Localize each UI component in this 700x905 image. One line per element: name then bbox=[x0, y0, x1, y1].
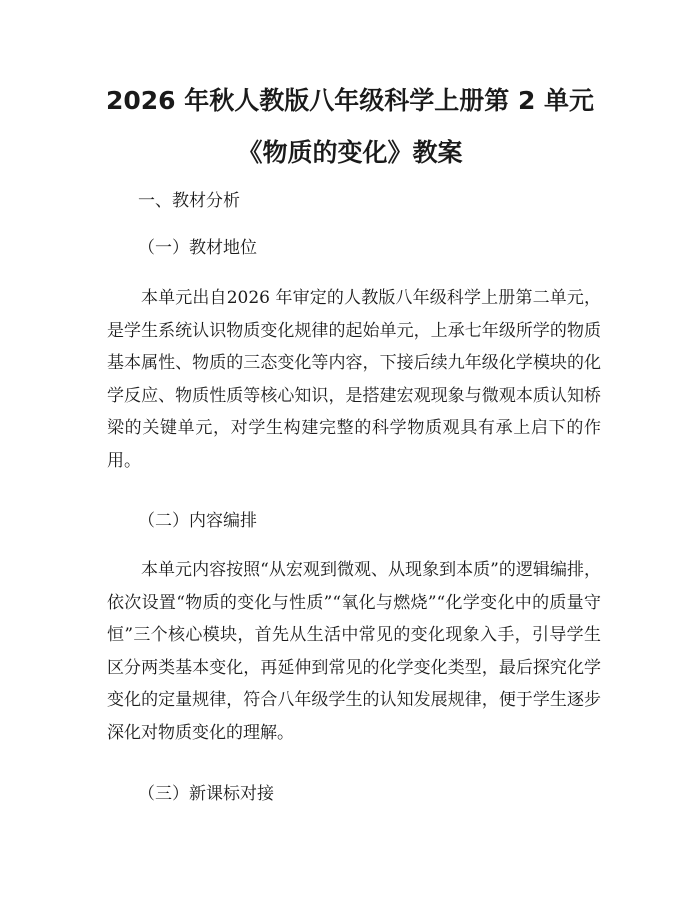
section-heading-textbook-analysis: 一、教材分析 bbox=[138, 191, 240, 211]
subsection-heading-position: （一）教材地位 bbox=[138, 238, 257, 258]
document-title-line1: 2026 年秋人教版八年级科学上册第 2 单元 bbox=[105, 86, 595, 115]
subsection-heading-curriculum-standard: （三）新课标对接 bbox=[138, 784, 274, 804]
paragraph-position: 本单元出自2026 年审定的人教版八年级科学上册第二单元，是学生系统认识物质变化规律的起始单元，上承七年级所学的物质基本属性、物质的三态变化等内容，下接后续九年级化学模块的化学反应、物质性质等核心知识，是搭建宏观现象与微观本质认知桥梁的关键单元，对学生构建完整的科学物质观具有承上启下的作用。 bbox=[107, 288, 601, 471]
paragraph-arrangement: 本单元内容按照“从宏观到微观、从现象到本质”的逻辑编排，依次设置“物质的变化与性质”“氧化与燃烧”“化学变化中的质量守恒”三个核心模块，首先从生活中常见的变化现象入手，引导学生区分两类基本变化，再延伸到常见的化学变化类型，最后探究化学变化的定量规律，符合八年级学生的认知发展规律，便于学生逐步深化对物质变化的理解。 bbox=[107, 560, 601, 743]
subsection-heading-arrangement: （二）内容编排 bbox=[138, 511, 257, 531]
document-title-line2: 《物质的变化》教案 bbox=[237, 138, 463, 167]
